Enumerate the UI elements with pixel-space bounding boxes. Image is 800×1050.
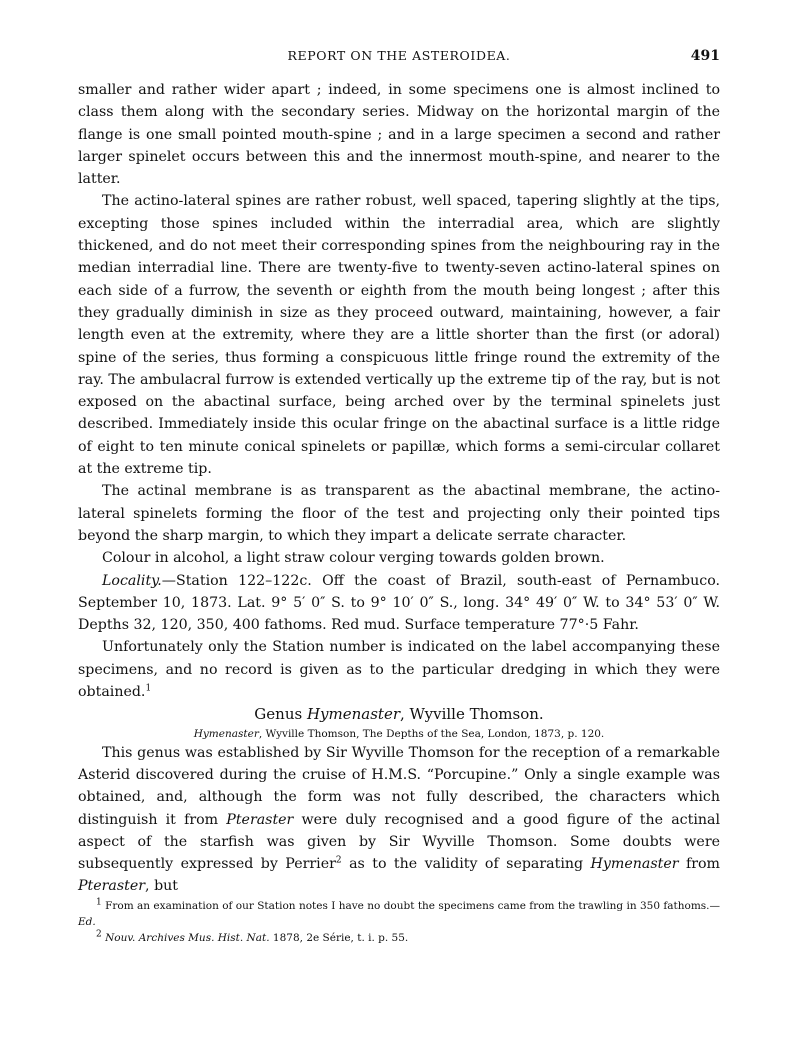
paragraph-station-note [78,636,720,703]
locality-label: Locality. [102,572,162,589]
running-head [78,48,720,68]
genus-reference-name: Hymenaster [193,727,259,740]
genus-authority: , Wyville Thomson. [400,705,544,724]
paragraph-continuation: smaller and rather wider apart ; indeed, in some specimens one is almost inclined to class them along with the secondary series. Midway on the horizontal margin of the flange is one small pointed mouth-spine ; and in a large specimen a second and rather larger spinelet occurs between this and the innermost mouth-spine, and nearer to the latter. [78,82,720,188]
station-note-text: Unfortunately only the Station number is indicated on the label accompanying these specimens, and no record is given as to the particular dredging in which they were obtained. [78,639,720,701]
genus-reference-text: , Wyville Thomson, The Depths of the Sea, London, 1873, p. 120. [258,727,605,740]
genus-paragraph-part: were duly recognised and a good figure of the actinal aspect of the starfish was given by Sir Wyville Thomson. Some doubts were subsequently expressed by Perrier [78,811,720,873]
genus-name-italic: Pteraster [226,811,294,828]
footnote-text: 1878, 2e Série, t. i. p. 55. [269,932,409,944]
footnote-journal: Nouv. Archives Mus. Hist. Nat. [105,932,270,944]
footnote-editor: Ed. [78,916,96,928]
genus-reference [78,726,720,742]
genus-heading [78,703,720,725]
footnote-text: From an examination of our Station notes I have no doubt the specimens came from the trawling in 350 fathoms.— [101,900,720,912]
paragraph-actino-lateral-spines: The actino-lateral spines are rather robust, well spaced, tapering slightly at the tips, excepting those spines included within the interradial area, which are slightly thickened, and do not meet their corresponding spines from the neighbouring ray in the median interradial line. There are twenty-five to twenty-seven actino-lateral spines on each side of a furrow, the seventh or eighth from the mouth being longest ; after this they gradually diminish in size as they proceed outward, maintaining, however, a fair length even at the extremity, where they are a little shorter than the first (or adoral) spine of the series, thus forming a conspicuous little fringe round the extremity of the ray. The ambulacral furrow is extended vertically up the extreme tip of the ray, but is not exposed on the abactinal surface, being arched over by the terminal spinelets just described. Immediately inside this ocular fringe on the abactinal surface is a little ridge of eight to ten minute conical spinelets or papillæ, which forms a semi-circular collaret at the extreme tip. [78,193,720,478]
genus-paragraph-part: as to the validity of separating [341,856,591,873]
running-title: REPORT ON THE ASTEROIDEA. [287,48,511,63]
footnote-ref-2: 2 [335,855,342,866]
body-text [78,79,720,898]
genus-paragraph-part: from [678,856,720,873]
footnote-1 [78,898,720,930]
footnote-ref-1: 1 [145,683,152,694]
genus-name-italic: Hymenaster [590,856,679,873]
paragraph-actinal-membrane: The actinal membrane is as transparent as the abactinal membrane, the actino-lateral spinelets forming the floor of the test and projecting only their pointed tips beyond the sharp margin, to which they impart a delicate serrate character. [78,483,720,544]
footnote-marker: 1 [96,897,102,908]
genus-paragraph-part: This genus was established by Sir Wyville Thomson for the reception of a remarkable Asterid discovered during the cruise of H.M.S. “Porcupine.” Only a single example was obtained, and, although the form was not fully described, the characters which distinguish it from [78,744,720,828]
footnote-2 [78,930,720,946]
locality-text: —Station 122–122c. Off the coast of Brazil, south-east of Pernambuco. September 10, 1873. Lat. 9° 5′ 0″ S. to 9° 10′ 0″ S., long. 34° 49′ 0″ W. to 34° 53′ 0″ W. Depths 32, 120, 350, 400 fathoms. Red mud. Surface temperature 77°·5 Fahr. [78,572,720,634]
genus-paragraph-part: , but [145,878,178,895]
page-number: 491 [690,48,720,64]
paragraph-locality [78,570,720,637]
footnotes [78,898,720,946]
genus-name: Hymenaster [306,705,400,724]
paragraph-colour: Colour in alcohol, a light straw colour verging towards golden brown. [102,550,605,567]
footnote-marker: 2 [96,929,102,940]
paragraph-genus [78,742,720,898]
genus-name-italic: Pteraster [78,878,146,895]
genus-prefix: Genus [254,705,307,724]
